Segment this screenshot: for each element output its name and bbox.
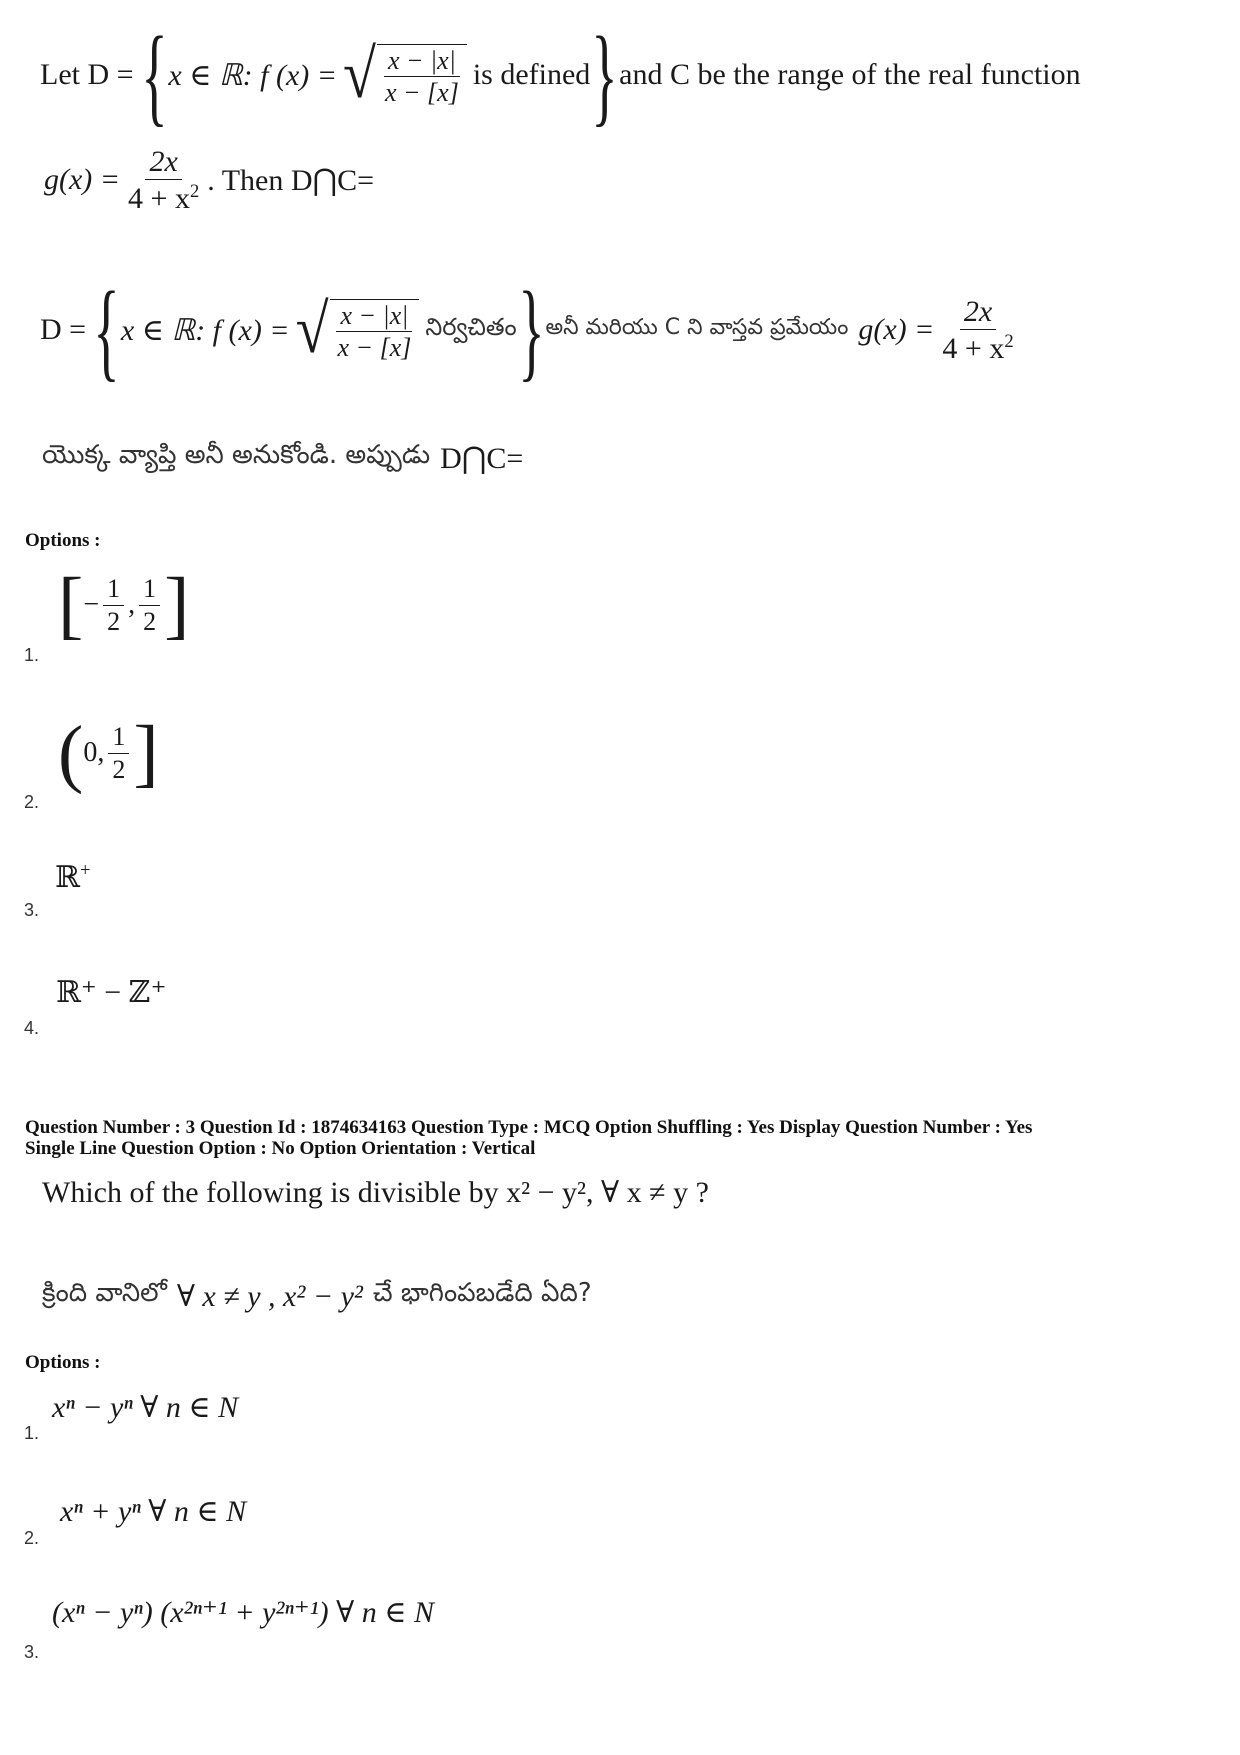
option1-fraction-2: $\frac{1}{2}$ <box>139 575 160 635</box>
then-text: . Then D⋂C= <box>207 163 375 197</box>
radical-sign: √ <box>343 35 376 112</box>
q2-option-2-number: 2. <box>24 792 40 812</box>
option1-close-bracket: ] <box>164 563 190 647</box>
te-g-fraction <box>938 296 1017 365</box>
q3-te-math: ∀ x ≠ y , x² − y² <box>176 1279 363 1313</box>
sqrt-denominator: x − [x] <box>384 78 459 107</box>
q2-option-1[interactable]: [ − $\frac{1}{2}$ , $\frac{1}{2}$ ] <box>58 563 190 647</box>
te-set-prefix: D = <box>40 313 87 346</box>
q2-statement-line1 <box>40 13 1081 136</box>
te-mid-text: అనీ మరియు C ని వాస్తవ ప్రమేయం <box>545 315 849 340</box>
te-g-den-exp: 2 <box>1004 331 1014 352</box>
option2-fraction: $\frac{1}{2}$ <box>108 723 129 783</box>
te-g-lhs: g(x) = <box>858 313 935 346</box>
q3-options-label: Options : <box>25 1352 101 1373</box>
option1-fraction-1: $\frac{1}{2}$ <box>103 575 124 635</box>
q2-set-lead: x ∈ ℝ: f (x) = <box>168 58 338 92</box>
g-denominator <box>124 180 203 215</box>
q2-let-d: Let D = <box>40 58 134 91</box>
q3-te-prefix: క్రింది వానిలో <box>42 1278 167 1308</box>
q3-option-2[interactable]: xⁿ + yⁿ ∀ n ∈ N <box>60 1495 247 1528</box>
q3-meta-line2: Single Line Question Option : No Option Orientation : Vertical <box>25 1138 536 1159</box>
sqrt-numerator: x − |x| <box>384 47 460 77</box>
q2-telugu-line2 <box>42 440 523 476</box>
option2-open-paren: ( <box>58 711 84 795</box>
te-set-lead: x ∈ ℝ: f (x) = <box>120 313 290 347</box>
g-lhs: g(x) = <box>44 163 121 196</box>
q3-option-3-number: 3. <box>24 1642 40 1662</box>
q2-option-1-number: 1. <box>24 645 40 665</box>
q2-option-4-number: 4. <box>24 1018 40 1038</box>
q2-option-3-number: 3. <box>24 900 40 920</box>
te-sqrt-fraction <box>334 302 416 362</box>
option2-close-bracket: ] <box>133 711 159 795</box>
te-right-brace: } <box>517 268 545 391</box>
te-line2-text: యొక్క వ్యాప్తి అనీ అనుకోండి. అప్పుడు <box>42 440 431 470</box>
left-brace: { <box>140 13 168 136</box>
q3-meta-line1: Question Number : 3 Question Id : 1874634163 Question Type : MCQ Option Shuffling : Yes Display Question Number : Yes <box>25 1117 1033 1138</box>
te-radical-sign: √ <box>295 290 329 367</box>
g-fraction <box>124 146 203 215</box>
q2-option-2[interactable]: ( 0, $\frac{1}{2}$ ] <box>58 711 159 795</box>
q3-question-te <box>42 1278 592 1314</box>
q3-question-en: Which of the following is divisible by x² − y², ∀ x ≠ y ? <box>42 1176 709 1209</box>
q2-statement-line2 <box>44 140 374 220</box>
q2-options-label: Options : <box>25 530 101 551</box>
te-g-den-base: 4 + x <box>942 332 1005 365</box>
q2-line1-suffix: and C be the range of the real function <box>619 58 1081 91</box>
te-left-brace: { <box>93 268 120 391</box>
q3-te-suffix: చే భాగింపబడేది ఏది? <box>372 1278 592 1308</box>
te-defined-text: నిర్వచితం <box>425 313 517 341</box>
te-g-denominator <box>938 330 1017 365</box>
te-sqrt-denominator: x − [x] <box>337 333 412 362</box>
g-den-exp: 2 <box>189 181 200 202</box>
q2-option-4[interactable]: ℝ⁺ − ℤ⁺ <box>56 976 167 1009</box>
te-dc-text: D⋂C= <box>440 441 524 475</box>
sqrt-expression <box>343 35 467 112</box>
is-defined-text: is defined <box>472 58 591 91</box>
option3-base: ℝ <box>55 861 80 894</box>
te-g-numerator: 2x <box>960 296 996 331</box>
te-sqrt-expression <box>295 290 420 367</box>
q3-option-1-number: 1. <box>24 1423 40 1443</box>
q3-option-2-number: 2. <box>24 1528 40 1548</box>
q3-option-1[interactable]: xⁿ − yⁿ ∀ n ∈ N <box>52 1391 239 1424</box>
sqrt-fraction <box>381 47 463 107</box>
q3-option-3[interactable]: (xⁿ − yⁿ) (x²ⁿ⁺¹ + y²ⁿ⁺¹) ∀ n ∈ N <box>52 1596 434 1629</box>
q2-telugu-line1 <box>40 268 1022 391</box>
g-numerator: 2x <box>145 146 181 181</box>
g-den-base: 4 + x <box>128 182 190 215</box>
option3-sup: + <box>79 860 91 881</box>
option1-open-bracket: [ <box>58 563 84 647</box>
right-brace: } <box>591 13 618 136</box>
te-sqrt-numerator: x − |x| <box>336 302 412 332</box>
q2-option-3[interactable] <box>55 860 90 895</box>
